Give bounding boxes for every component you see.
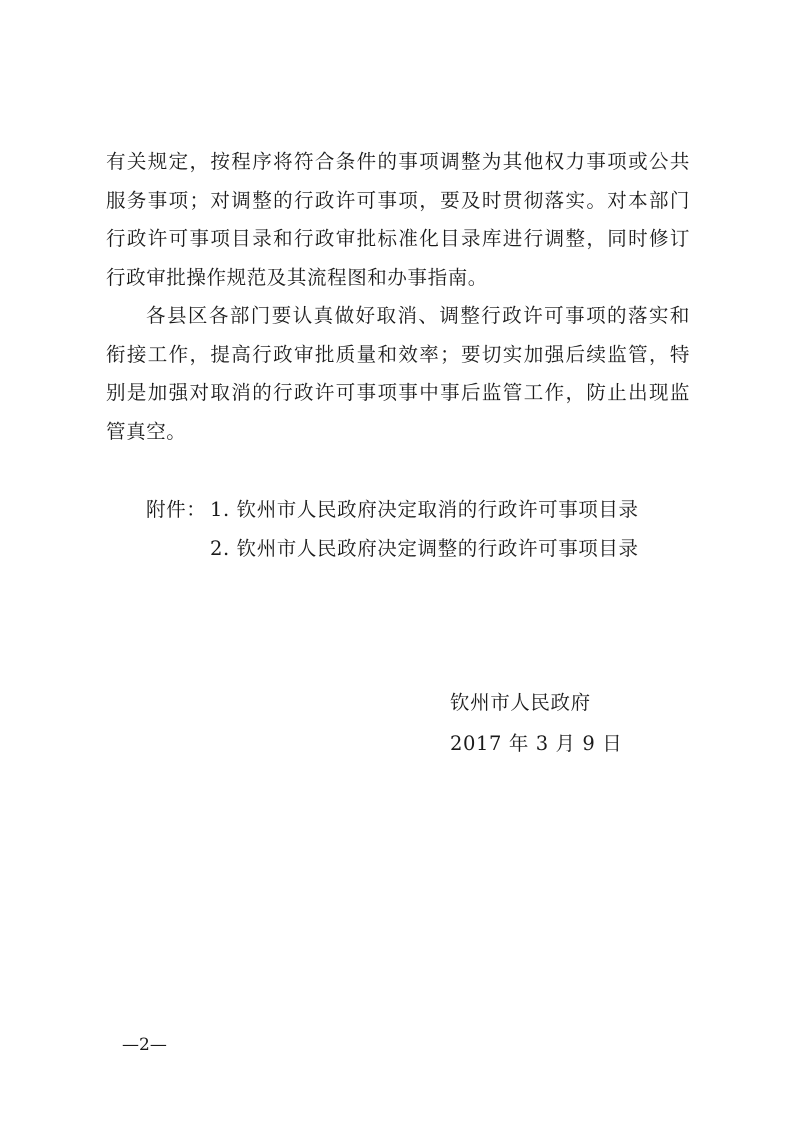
signature-org: 钦州市人民政府: [450, 691, 591, 714]
paragraph2-line-4: 管真空。: [106, 420, 187, 443]
paragraph2-line-3: 别是加强对取消的行政许可事项事中事后监管工作，防止出现监: [106, 381, 690, 404]
attachment-item-2: 2. 钦州市人民政府决定调整的行政许可事项目录: [210, 537, 639, 560]
attachment-item-1: 1. 钦州市人民政府决定取消的行政许可事项目录: [210, 498, 639, 521]
page-number: —2—: [122, 1035, 167, 1055]
paragraph1-line-3: 行政许可事项目录和行政审批标准化目录库进行调整，同时修订: [106, 227, 690, 250]
paragraph1-line-1: 有关规定，按程序将符合条件的事项调整为其他权力事项或公共: [106, 150, 690, 173]
signature-date: 2017 年 3 月 9 日: [450, 732, 623, 755]
paragraph1-line-2: 服务事项；对调整的行政许可事项，要及时贯彻落实。对本部门: [106, 189, 690, 212]
attachments-label: 附件：: [146, 498, 207, 521]
paragraph2-line-1: 各县区各部门要认真做好取消、调整行政许可事项的落实和: [146, 304, 690, 327]
paragraph1-line-4: 行政审批操作规范及其流程图和办事指南。: [106, 266, 488, 289]
paragraph2-line-2: 衔接工作，提高行政审批质量和效率；要切实加强后续监管，特: [106, 343, 690, 366]
